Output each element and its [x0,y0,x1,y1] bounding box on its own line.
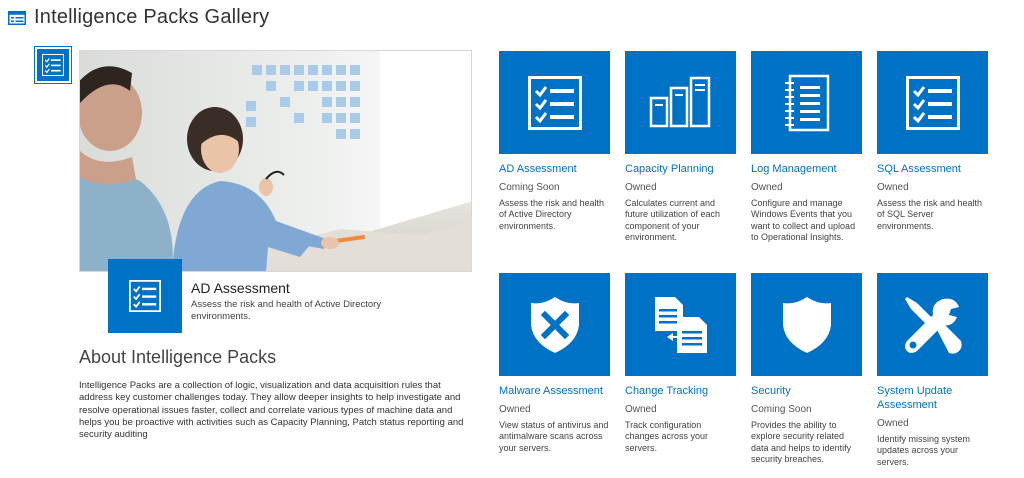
pack-status: Coming Soon [751,404,812,415]
about-body: Intelligence Packs are a collection of logic, visualization and data acquisition rules that address key customer challenges today. They allow deeper insights to help investigate and resolve operational issues faster, collect and correlate various types of machine data and helps you be proactive with activities such as Capacity Planning, Patch status reporting and security auditing [79,380,464,441]
pack-tile-log-management[interactable] [751,51,862,244]
featured-pack-details [191,280,431,323]
pack-tile-malware-assessment[interactable] [499,273,610,454]
tools-icon [903,295,963,355]
about-heading: About Intelligence Packs [79,347,277,367]
pack-tile-image[interactable] [751,51,862,154]
pack-status: Owned [877,182,909,193]
page-header [8,6,269,29]
featured-pack-name: AD Assessment [191,280,290,296]
checklist-icon [129,280,161,312]
pack-tile-system-update-assessment[interactable] [877,273,988,468]
pack-status: Owned [751,182,783,193]
pack-tile-security[interactable] [751,273,862,466]
pack-name[interactable]: SQL Assessment [877,163,961,175]
pack-tile-image[interactable] [877,273,988,376]
pack-status: Owned [499,404,531,415]
pack-description: Track configuration changes across your servers. [625,420,709,453]
pack-name[interactable]: AD Assessment [499,163,577,175]
pack-tile-ad-assessment[interactable] [499,51,610,232]
pack-name[interactable]: Log Management [751,163,837,175]
shield-icon [781,295,833,355]
hero-image [79,50,472,272]
pack-status: Coming Soon [499,182,560,193]
pack-status: Owned [877,418,909,429]
pack-tile-image[interactable] [625,273,736,376]
document-compare-icon [653,295,709,355]
page-title: Intelligence Packs Gallery [34,6,270,28]
pack-description: Calculates current and future utilization of each component of your environment. [625,198,721,243]
pack-description: Provides the ability to explore security related data and helps to identify security breaches. [751,420,852,465]
pack-description: Identify missing system updates across your servers. [877,434,971,467]
pack-description: Assess the risk and health of Active Directory environments. [499,198,605,231]
checklist-icon [906,76,960,130]
pack-description: Assess the risk and health of SQL Server environments. [877,198,983,231]
pack-tile-image[interactable] [625,51,736,154]
server-icon [649,76,713,130]
pack-description: View status of antivirus and antimalware scans across your servers. [499,420,609,453]
checklist-icon [42,54,64,76]
checklist-icon [528,76,582,130]
selected-pack-thumbnail[interactable] [34,46,72,84]
pack-tile-image[interactable] [499,51,610,154]
pack-tile-sql-assessment[interactable] [877,51,988,232]
pack-tile-image[interactable] [877,51,988,154]
pack-tile-capacity-planning[interactable] [625,51,736,244]
office-meeting-photo [80,51,472,272]
pack-status: Owned [625,182,657,193]
pack-tile-image[interactable] [499,273,610,376]
pack-description: Configure and manage Windows Events that you want to collect and upload to Operational Insights. [751,198,856,243]
pack-name[interactable]: Security [751,385,791,397]
pack-name[interactable]: System Update Assessment [877,385,953,411]
featured-pack-tile[interactable] [108,259,182,333]
featured-pack-description: Assess the risk and health of Active Directory environments. [191,299,382,322]
packs-grid [499,51,1019,476]
pack-status: Owned [625,404,657,415]
pack-tile-image[interactable] [751,273,862,376]
pack-name[interactable]: Change Tracking [625,385,709,397]
gallery-icon [8,11,26,25]
pack-name[interactable]: Malware Assessment [499,385,603,397]
pack-tile-change-tracking[interactable] [625,273,736,454]
shield-x-icon [529,295,581,355]
pack-name[interactable]: Capacity Planning [625,163,714,175]
notebook-icon [782,74,832,132]
about-section [79,347,474,441]
